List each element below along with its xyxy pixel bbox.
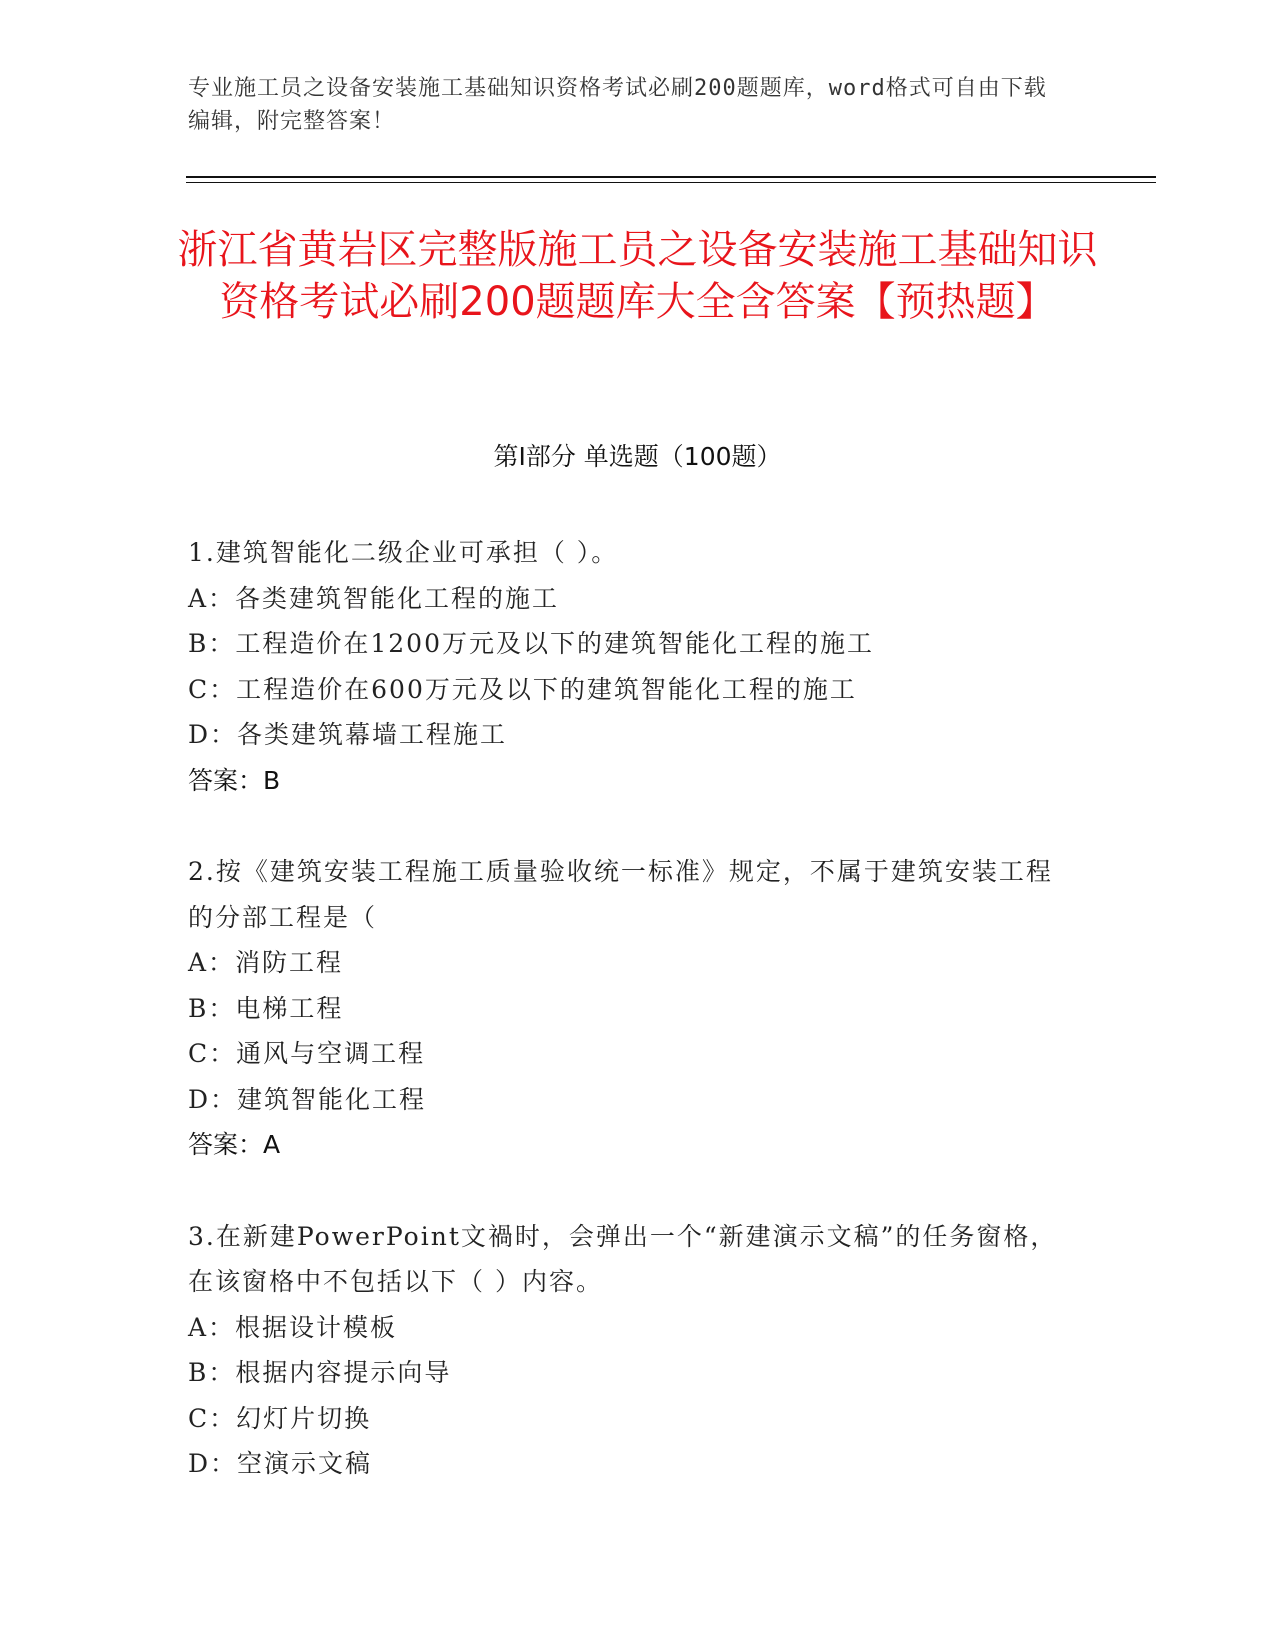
header-divider-thick [186,176,1156,178]
question-text: 1.建筑智能化二级企业可承担（ ）。 [188,538,619,567]
question-option-a: A：各类建筑智能化工程的施工 [188,583,560,613]
question-item [188,530,1078,803]
question-text: 2.按《建筑安装工程施工质量验收统一标准》规定，不属于建筑安装工程的分部工程是（ [188,857,1053,932]
question-text: 3.在新建PowerPoint文禍时，会弹出一个“新建演示文稿”的任务窗格，在该窗格中不包括以下（ ）内容。 [188,1221,1058,1296]
question-answer: 答案：A [188,1130,281,1159]
question-option-b: B：工程造价在1200万元及以下的建筑智能化工程的施工 [188,629,874,658]
question-option-a: A：消防工程 [188,948,344,977]
question-option-b: B：根据内容提示向导 [188,1358,452,1387]
section-heading: 第I部分 单选题（100题） [493,442,782,471]
question-option-c: C：工程造价在600万元及以下的建筑智能化工程的施工 [188,674,857,704]
question-answer: 答案：B [188,765,281,795]
question-option-d: D：各类建筑幕墙工程施工 [188,720,508,749]
question-option-c: C：幻灯片切换 [188,1403,372,1433]
question-option-d: D：建筑智能化工程 [188,1084,427,1114]
question-list [188,530,1078,1533]
question-option-d: D：空演示文稿 [188,1449,373,1478]
question-item [188,849,1078,1168]
header-note: 专业施工员之设备安装施工基础知识资格考试必刷200题题库，word格式可自由下载编辑，附完整答案！ [188,76,1047,134]
page-title: 浙江省黄岩区完整版施工员之设备安装施工基础知识资格考试必刷200题题库大全含答案【预热题】 [177,227,1098,325]
question-option-b: B：电梯工程 [188,993,344,1023]
question-option-a: A：根据设计模板 [188,1312,398,1342]
header-divider-thin [186,182,1156,183]
question-option-c: C：通风与空调工程 [188,1039,426,1068]
question-item [188,1214,1078,1487]
